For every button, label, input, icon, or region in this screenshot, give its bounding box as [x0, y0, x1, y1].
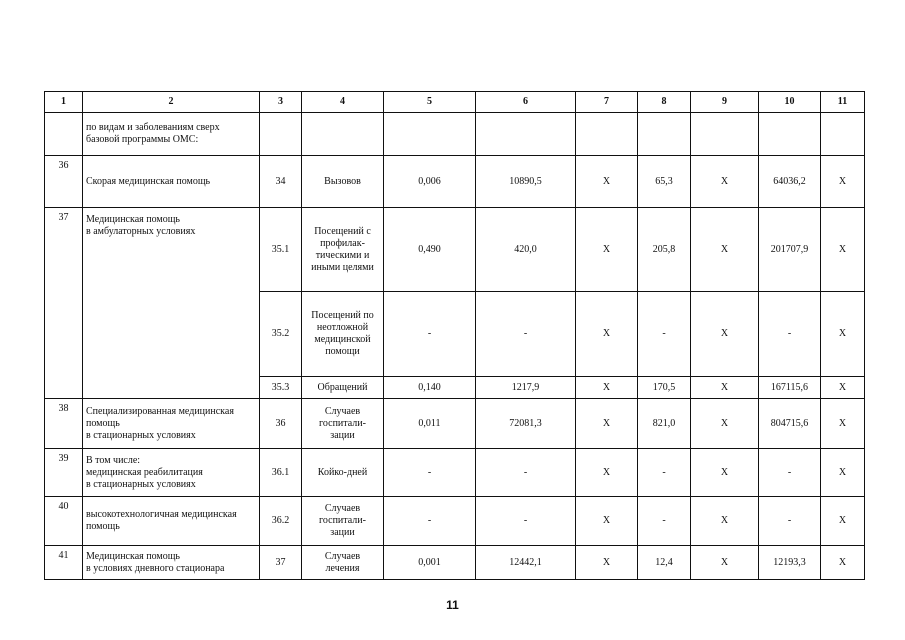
- row-number: 39: [45, 449, 83, 497]
- cell-col11: X: [821, 377, 865, 399]
- table-row: [45, 497, 865, 546]
- cell-col11: X: [821, 208, 865, 292]
- cell-col9: X: [691, 208, 759, 292]
- header-cell-4: 4: [302, 92, 384, 113]
- cell-col7: X: [576, 497, 638, 546]
- cell-col7: X: [576, 546, 638, 580]
- cell-col5: -: [384, 497, 476, 546]
- header-cell-5: 5: [384, 92, 476, 113]
- cell-col7: X: [576, 449, 638, 497]
- cell-col5: 0,140: [384, 377, 476, 399]
- row-number: 37: [45, 208, 83, 399]
- cell-col7: X: [576, 156, 638, 208]
- cell-col7: X: [576, 292, 638, 377]
- table-row: [45, 399, 865, 449]
- table-row: [45, 156, 865, 208]
- header-cell-11: 11: [821, 92, 865, 113]
- row-name: Медицинская помощь в условиях дневного стационара: [83, 546, 260, 580]
- row-code: 35.2: [260, 292, 302, 377]
- table-row-continuation: [45, 113, 865, 156]
- cell-col9: X: [691, 449, 759, 497]
- cell-col10: 167115,6: [759, 377, 821, 399]
- cell-col6: 420,0: [476, 208, 576, 292]
- cell-col9: X: [691, 292, 759, 377]
- row-code: 36.2: [260, 497, 302, 546]
- header-cell-3: 3: [260, 92, 302, 113]
- cell-col9: X: [691, 156, 759, 208]
- cell-col11: X: [821, 546, 865, 580]
- cell-col8: -: [638, 497, 691, 546]
- cell-col7: X: [576, 399, 638, 449]
- cell-col9: X: [691, 377, 759, 399]
- row-unit: Вызовов: [302, 156, 384, 208]
- row-unit: Койко-дней: [302, 449, 384, 497]
- data-table: [44, 91, 865, 580]
- cell-col8: 205,8: [638, 208, 691, 292]
- cell-col10: 12193,3: [759, 546, 821, 580]
- num-cell: [45, 113, 83, 156]
- row-code: 35.1: [260, 208, 302, 292]
- cell-col6: 12442,1: [476, 546, 576, 580]
- cell-col8: 65,3: [638, 156, 691, 208]
- cell-col7: X: [576, 208, 638, 292]
- cell-col5: -: [384, 449, 476, 497]
- header-cell-2: 2: [83, 92, 260, 113]
- cell-col5: 0,490: [384, 208, 476, 292]
- row-unit: Посещений по неотложной медицинской помощи: [302, 292, 384, 377]
- cell-col10: 64036,2: [759, 156, 821, 208]
- row-number: 40: [45, 497, 83, 546]
- row-number: 38: [45, 399, 83, 449]
- row-name: Специализированная медицинская помощь в стационарных условиях: [83, 399, 260, 449]
- header-cell-6: 6: [476, 92, 576, 113]
- cell-col10: 804715,6: [759, 399, 821, 449]
- cell-col5: -: [384, 292, 476, 377]
- cell-col5: 0,011: [384, 399, 476, 449]
- cell-col11: X: [821, 497, 865, 546]
- cell-col8: -: [638, 449, 691, 497]
- header-cell-8: 8: [638, 92, 691, 113]
- row-number: 41: [45, 546, 83, 580]
- table-row: [45, 449, 865, 497]
- cell-col11: X: [821, 292, 865, 377]
- cell-col10: 201707,9: [759, 208, 821, 292]
- header-row: [45, 92, 865, 113]
- row-code: 36: [260, 399, 302, 449]
- cell-col6: 1217,9: [476, 377, 576, 399]
- row-code: 36.1: [260, 449, 302, 497]
- cell-col11: X: [821, 399, 865, 449]
- cell-col8: 12,4: [638, 546, 691, 580]
- row-code: 35.3: [260, 377, 302, 399]
- name-cell: по видам и заболеваниям сверх базовой программы ОМС:: [83, 113, 260, 156]
- table-row: [45, 208, 865, 292]
- cell-col6: -: [476, 292, 576, 377]
- cell-col10: -: [759, 497, 821, 546]
- cell-col8: 170,5: [638, 377, 691, 399]
- row-unit: Случаев госпитали- зации: [302, 497, 384, 546]
- cell-col5: 0,006: [384, 156, 476, 208]
- cell-col6: -: [476, 497, 576, 546]
- row-name: Медицинская помощь в амбулаторных условиях: [83, 208, 260, 399]
- cell-col6: -: [476, 449, 576, 497]
- row-name: В том числе: медицинская реабилитация в стационарных условиях: [83, 449, 260, 497]
- cell-col10: -: [759, 449, 821, 497]
- page-number: 11: [446, 598, 459, 612]
- row-name: высокотехнологичная медицинская помощь: [83, 497, 260, 546]
- cell-col9: X: [691, 497, 759, 546]
- header-cell-10: 10: [759, 92, 821, 113]
- row-name: Скорая медицинская помощь: [83, 156, 260, 208]
- row-unit: Обращений: [302, 377, 384, 399]
- table-row: [45, 546, 865, 580]
- cell-col11: X: [821, 449, 865, 497]
- row-unit: Случаев госпитали- зации: [302, 399, 384, 449]
- cell-col8: 821,0: [638, 399, 691, 449]
- cell-col6: 72081,3: [476, 399, 576, 449]
- cell-col6: 10890,5: [476, 156, 576, 208]
- cell-col9: X: [691, 399, 759, 449]
- row-unit: Посещений с профилак- тическими и иными целями: [302, 208, 384, 292]
- header-cell-7: 7: [576, 92, 638, 113]
- cell-col11: X: [821, 156, 865, 208]
- row-code: 34: [260, 156, 302, 208]
- row-unit: Случаев лечения: [302, 546, 384, 580]
- row-code: 37: [260, 546, 302, 580]
- header-cell-9: 9: [691, 92, 759, 113]
- header-cell-1: 1: [45, 92, 83, 113]
- cell-col9: X: [691, 546, 759, 580]
- row-number: 36: [45, 156, 83, 208]
- cell-col5: 0,001: [384, 546, 476, 580]
- cell-col8: -: [638, 292, 691, 377]
- cell-col7: X: [576, 377, 638, 399]
- cell-col10: -: [759, 292, 821, 377]
